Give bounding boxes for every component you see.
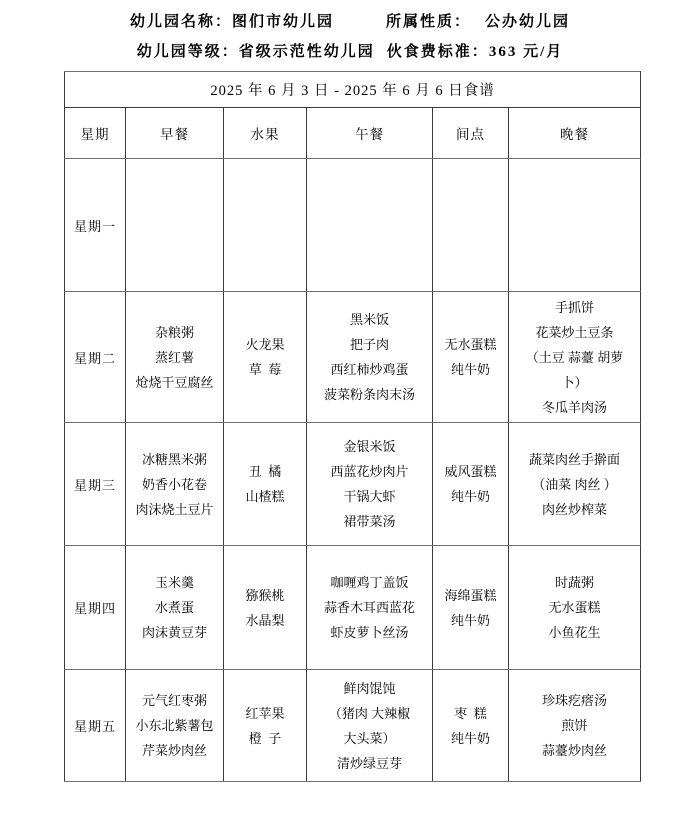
dish-line: 山楂糕 — [245, 489, 285, 504]
info-line-2 — [0, 42, 700, 63]
dish-line: （土豆 蒜薹 胡萝 — [525, 349, 624, 365]
dish-line: 手抓饼 — [555, 299, 595, 315]
lunch-cell — [307, 159, 433, 292]
day-label: 星期四 — [65, 546, 126, 670]
fruit-cell — [224, 670, 307, 782]
dish-line: 肉沫黄豆芽 — [141, 625, 207, 640]
dish-line: 炝烧干豆腐丝 — [135, 374, 214, 390]
dish-line: 纯牛奶 — [450, 612, 490, 628]
dish-line: 蒜薹炒肉丝 — [542, 743, 608, 758]
dish-line: 元气红枣粥 — [141, 693, 207, 708]
dish-line: 珍珠疙瘩汤 — [542, 693, 608, 708]
dish-line: 纯牛奶 — [450, 489, 490, 504]
table-header-row — [65, 108, 641, 159]
dish-line: 蒜香木耳西蓝花 — [323, 600, 415, 615]
dish-line: 黑米饭 — [349, 312, 389, 327]
dish-line: 小东北紫薯包 — [135, 718, 214, 733]
dish-line: 枣 糕 — [454, 705, 487, 721]
col-header-breakfast: 早餐 — [126, 108, 224, 159]
table-row-wednesday — [65, 423, 641, 546]
breakfast-cell — [126, 423, 224, 546]
kindergarten-name-value: 图们市幼儿园 — [231, 14, 334, 30]
day-label: 星期五 — [65, 670, 126, 782]
dinner-cell — [509, 423, 641, 546]
dish-line: 海绵蛋糕 — [444, 587, 497, 603]
dish-line: 水晶梨 — [245, 612, 285, 628]
dish-line: 鲜肉馄饨 — [343, 680, 396, 696]
dish-line: （油菜 肉丝 ） — [532, 476, 617, 492]
dish-line: 虾皮萝卜丝汤 — [330, 625, 409, 640]
dish-line: 肉丝炒榨菜 — [542, 501, 608, 517]
dish-line: 奶香小花卷 — [141, 476, 207, 492]
dish-line: 西红柿炒鸡蛋 — [330, 362, 409, 377]
dish-line: 清炒绿豆芽 — [336, 755, 402, 771]
dish-line: 丑 橘 — [248, 464, 282, 479]
breakfast-cell — [126, 670, 224, 782]
table-row-friday — [65, 670, 641, 782]
fruit-cell — [224, 423, 307, 546]
breakfast-cell — [126, 159, 224, 292]
dish-line: 纯牛奶 — [450, 730, 490, 746]
snack-cell — [433, 292, 509, 423]
dish-line: （猪肉 大辣椒 — [328, 705, 411, 721]
dish-line: 芹菜炒肉丝 — [141, 743, 207, 758]
dish-line: 冰糖黑米粥 — [141, 451, 207, 467]
info-line-1 — [0, 12, 700, 33]
day-label: 星期二 — [65, 292, 126, 423]
col-header-weekday: 星期 — [65, 108, 126, 159]
dish-line: 西蓝花炒肉片 — [330, 464, 409, 479]
breakfast-cell — [126, 546, 224, 670]
dinner-cell — [509, 670, 641, 782]
dinner-cell — [509, 159, 641, 292]
nature-value: 公办幼儿园 — [485, 14, 571, 30]
dish-line: 时蔬粥 — [555, 575, 595, 590]
menu-table — [64, 71, 641, 782]
col-header-dinner: 晚餐 — [509, 108, 641, 159]
kindergarten-name-label: 幼儿园名称： — [129, 14, 232, 30]
dish-line: 肉沫烧土豆片 — [135, 501, 214, 517]
dish-line: 干锅大虾 — [343, 489, 396, 504]
dish-line: 纯牛奶 — [450, 362, 490, 377]
nature-label: 所属性质： — [386, 14, 472, 30]
dish-line: 大头菜） — [343, 730, 396, 746]
col-header-fruit: 水果 — [224, 108, 307, 159]
snack-cell — [433, 423, 509, 546]
breakfast-cell — [126, 292, 224, 423]
dish-line: 猕猴桃 — [245, 587, 285, 603]
kindergarten-info — [0, 12, 700, 63]
dish-line: 水煮蛋 — [154, 600, 194, 615]
fee-value: 363 元/月 — [488, 44, 564, 60]
dish-line: 玉米羹 — [154, 575, 194, 590]
dinner-cell — [509, 292, 641, 423]
snack-cell — [433, 546, 509, 670]
dish-line: 橙 子 — [248, 730, 282, 746]
dish-line: 威风蛋糕 — [444, 464, 497, 479]
dish-line: 蒸红薯 — [154, 349, 194, 365]
table-row-monday — [65, 159, 641, 292]
dish-line: 咖喱鸡丁盖饭 — [330, 575, 409, 590]
col-header-snack: 间点 — [433, 108, 509, 159]
day-label: 星期三 — [65, 423, 126, 546]
table-title: 2025 年 6 月 3 日 - 2025 年 6 月 6 日食谱 — [65, 72, 641, 108]
snack-cell — [433, 159, 509, 292]
lunch-cell — [307, 292, 433, 423]
table-row-thursday — [65, 546, 641, 670]
fee-label: 伙食费标准： — [386, 44, 489, 60]
table-row-tuesday — [65, 292, 641, 423]
dish-line: 无水蛋糕 — [548, 600, 601, 615]
lunch-cell — [307, 546, 433, 670]
col-header-lunch: 午餐 — [307, 108, 433, 159]
dish-line: 无水蛋糕 — [444, 337, 497, 352]
dish-line: 裙带菜汤 — [343, 514, 396, 529]
dish-line: 花菜炒土豆条 — [535, 324, 614, 340]
dish-line: 把子肉 — [349, 337, 389, 352]
dish-line: 火龙果 — [245, 337, 285, 352]
dish-line: 杂粮粥 — [154, 324, 194, 340]
dinner-cell — [509, 546, 641, 670]
dish-line: 蔬菜肉丝手擀面 — [529, 451, 621, 467]
fruit-cell — [224, 546, 307, 670]
dish-line: 卜） — [561, 374, 588, 390]
dish-line: 煎饼 — [561, 718, 588, 733]
lunch-cell — [307, 423, 433, 546]
dish-line: 金银米饭 — [343, 439, 396, 454]
fruit-cell — [224, 159, 307, 292]
lunch-cell — [307, 670, 433, 782]
day-label: 星期一 — [65, 159, 126, 292]
dish-line: 草 莓 — [248, 362, 282, 377]
dish-line: 红苹果 — [245, 705, 285, 721]
fruit-cell — [224, 292, 307, 423]
dish-line: 小鱼花生 — [548, 625, 601, 640]
grade-label: 幼儿园等级： — [136, 44, 239, 60]
grade-value: 省级示范性幼儿园 — [238, 44, 375, 60]
table-title-row — [65, 72, 641, 108]
snack-cell — [433, 670, 509, 782]
dish-line: 冬瓜羊肉汤 — [542, 399, 608, 415]
dish-line: 菠菜粉条肉末汤 — [323, 387, 415, 402]
